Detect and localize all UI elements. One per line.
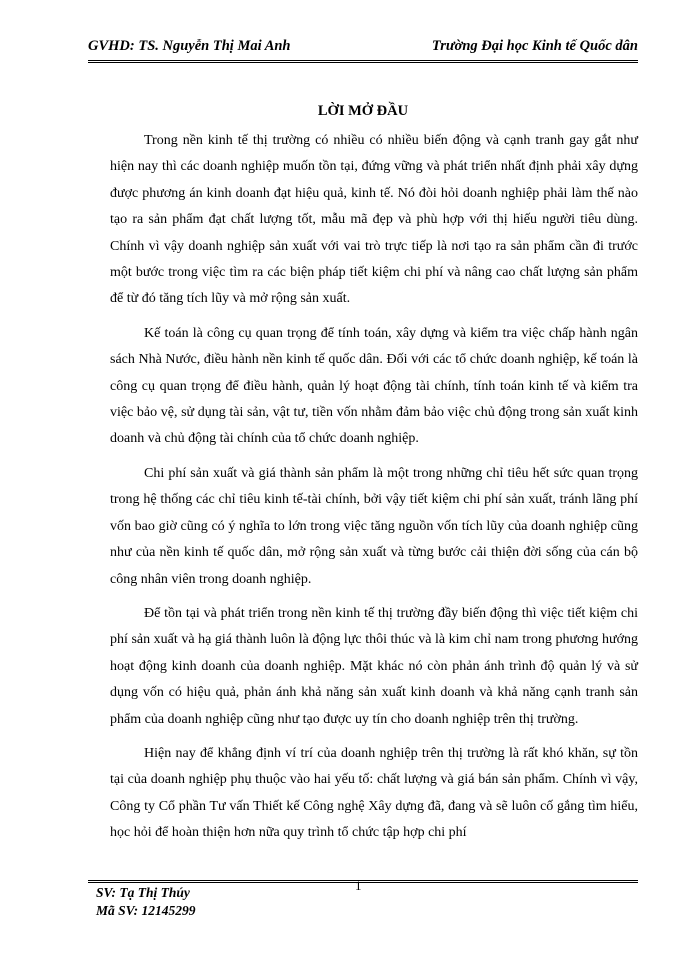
paragraph: Hiện nay để khẳng định ví trí của doanh nghiệp trên thị trường là rất khó khăn, sự tồn tại của doanh nghiệp phụ thuộc vào hai yếu tố: chất lượng và giá bán sản phẩm. Chính vì vậy, Công ty Cổ phần Tư vấn Thiết kế Công nghệ Xây dựng đã, đang và sẽ luôn cố gắng tìm hiểu, học hỏi để hoàn thiện hơn nữa quy trình tổ chức tập hợp chi phí — [110, 745, 638, 841]
page-header — [88, 38, 638, 60]
paragraph: Kế toán là công cụ quan trọng để tính toán, xây dựng và kiểm tra việc chấp hành ngân sách Nhà Nước, điều hành nền kinh tế quốc dân. Đối với các tổ chức doanh nghiệp, kế toán là công cụ quan trọng để điều hành, quản lý hoạt động tài chính, tính toán kinh tế và kiểm tra việc bảo vệ, sử dụng tài sản, vật tư, tiền vốn nhằm đảm bảo việc chủ động trong sản xuất kinh doanh và chủ động tài chính của tổ chức doanh nghiệp. — [110, 325, 638, 447]
header-divider — [88, 60, 638, 63]
header-supervisor: GVHD: TS. Nguyễn Thị Mai Anh — [88, 38, 291, 54]
paragraph: Trong nền kinh tế thị trường có nhiều có nhiều biến động và cạnh tranh gay gắt như hiện nay thì các doanh nghiệp muốn tồn tại, đứng vững và phát triển nhất định phải xây dựng được phương án kinh doanh đạt hiệu quả, kinh tế. Nó đòi hỏi doanh nghiệp phải làm thế nào tạo ra sản phẩm đạt chất lượng tốt, mẫu mã đẹp và phù hợp với thị hiếu người tiêu dùng. Chính vì vậy doanh nghiệp sản xuất với vai trò trực tiếp là nơi tạo ra sản phẩm cần đi trước một bước trong việc tìm ra các biện pháp tiết kiệm chi phí và nâng cao chất lượng sản phẩm để từ đó tăng tích lũy và mở rộng sản xuất. — [110, 133, 638, 307]
page-footer — [96, 884, 196, 920]
document-body — [110, 128, 638, 855]
footer-student-name: SV: Tạ Thị Thúy — [96, 885, 190, 900]
paragraph: Để tồn tại và phát triển trong nền kinh tế thị trường đầy biến động thì việc tiết kiệm chi phí sản xuất và hạ giá thành luôn là động lực thôi thúc và là kim chỉ nam trong phương hướng hoạt động kinh doanh của doanh nghiệp. Mặt khác nó còn phản ánh trình độ quản lý và sử dụng vốn có hiệu quả, phản ánh khả năng sản xuất kinh doanh và khả năng cạnh tranh sản phẩm của doanh nghiệp cũng như tạo được uy tín cho doanh nghiệp trên thị trường. — [110, 605, 638, 727]
footer-student-id: Mã SV: 12145299 — [96, 903, 196, 918]
footer-divider — [88, 880, 638, 883]
paragraph: Chi phí sản xuất và giá thành sản phẩm là một trong những chỉ tiêu hết sức quan trọng trong hệ thống các chỉ tiêu kinh tế-tài chính, bởi vậy tiết kiệm chi phí sản xuất, tránh lãng phí vốn bao giờ cũng có ý nghĩa to lớn trong việc tăng nguồn vốn tích lũy của doanh nghiệp cũng như của nền kinh tế quốc dân, mở rộng sản xuất và từng bước cải thiện đời sống của cán bộ công nhân viên trong doanh nghiệp. — [110, 465, 638, 587]
header-university: Trường Đại học Kinh tế Quốc dân — [431, 38, 638, 54]
page-number: 1 — [355, 878, 362, 893]
document-title: LỜI MỞ ĐẦU — [317, 103, 409, 119]
